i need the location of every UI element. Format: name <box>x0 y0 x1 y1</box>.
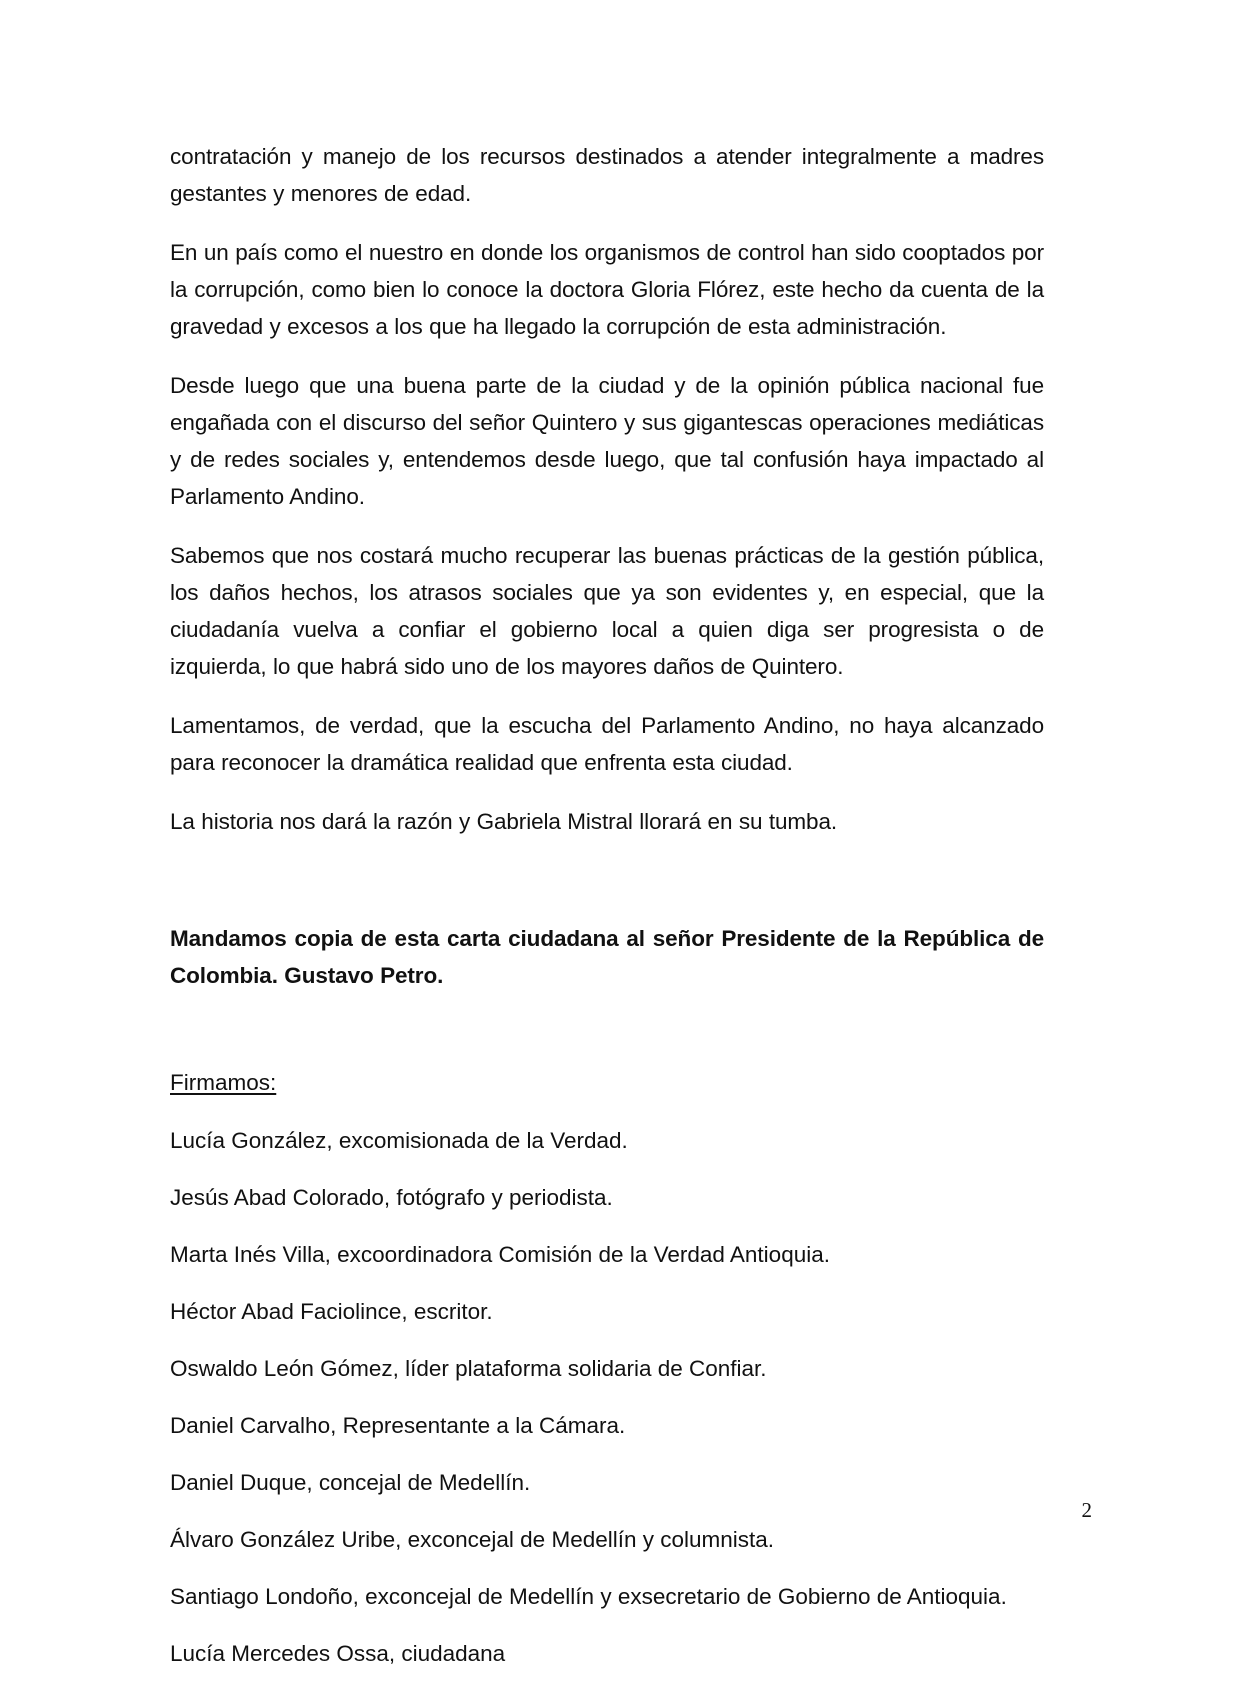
list-item: Daniel Carvalho, Representante a la Cámara. <box>170 1413 626 1438</box>
list-item: Héctor Abad Faciolince, escritor. <box>170 1299 493 1324</box>
signers-list <box>170 1124 1044 1671</box>
list-item: Álvaro González Uribe, exconcejal de Medellín y columnista. <box>170 1527 775 1552</box>
list-item: Lucía Mercedes Ossa, ciudadana <box>170 1641 506 1666</box>
list-item: Santiago Londoño, exconcejal de Medellín y exsecretario de Gobierno de Antioquia. <box>170 1584 1007 1609</box>
paragraph-5: Lamentamos, de verdad, que la escucha del Parlamento Andino, no haya alcanzado para reconocer la dramática realidad que enfrenta esta ciudad. <box>170 713 1044 775</box>
paragraph-2: En un país como el nuestro en donde los organismos de control han sido cooptados por la corrupción, como bien lo conoce la doctora Gloria Flórez, este hecho da cuenta de la gravedad y excesos a los que ha llegado la corrupción de esta administración. <box>170 240 1044 339</box>
paragraph-3: Desde luego que una buena parte de la ciudad y de la opinión pública nacional fue engañada con el discurso del señor Quintero y sus gigantescas operaciones mediáticas y de redes sociales y, entendemos desde luego, que tal confusión haya impactado al Parlamento Andino. <box>170 373 1044 509</box>
paragraph-4: Sabemos que nos costará mucho recuperar las buenas prácticas de la gestión pública, los daños hechos, los atrasos sociales que ya son evidentes y, en especial, que la ciudadanía vuelva a confiar el gobierno local a quien diga ser progresista o de izquierda, lo que habrá sido uno de los mayores daños de Quintero. <box>170 543 1044 679</box>
list-item: Daniel Duque, concejal de Medellín. <box>170 1470 531 1495</box>
signatures-heading-text: Firmamos: <box>170 1070 277 1095</box>
list-item: Jesús Abad Colorado, fotógrafo y periodista. <box>170 1185 613 1210</box>
paragraph-1: contratación y manejo de los recursos destinados a atender integralmente a madres gestantes y menores de edad. <box>170 144 1044 206</box>
page-number: 2 <box>1081 1498 1092 1522</box>
list-item: Oswaldo León Gómez, líder plataforma solidaria de Confiar. <box>170 1356 767 1381</box>
section-spacer-before-signatures <box>170 1016 1044 1066</box>
paragraph-6: La historia nos dará la razón y Gabriela Mistral llorará en su tumba. <box>170 809 838 834</box>
section-spacer-before-closing <box>170 862 1044 920</box>
list-item: Marta Inés Villa, excoordinadora Comisión de la Verdad Antioquia. <box>170 1242 830 1267</box>
signatures-heading <box>170 1066 1044 1100</box>
list-item: Lucía González, excomisionada de la Verdad. <box>170 1128 628 1153</box>
paragraph-closing-bold: Mandamos copia de esta carta ciudadana al señor Presidente de la República de Colombia. Gustavo Petro. <box>170 926 1044 988</box>
document-body <box>170 138 1044 1694</box>
